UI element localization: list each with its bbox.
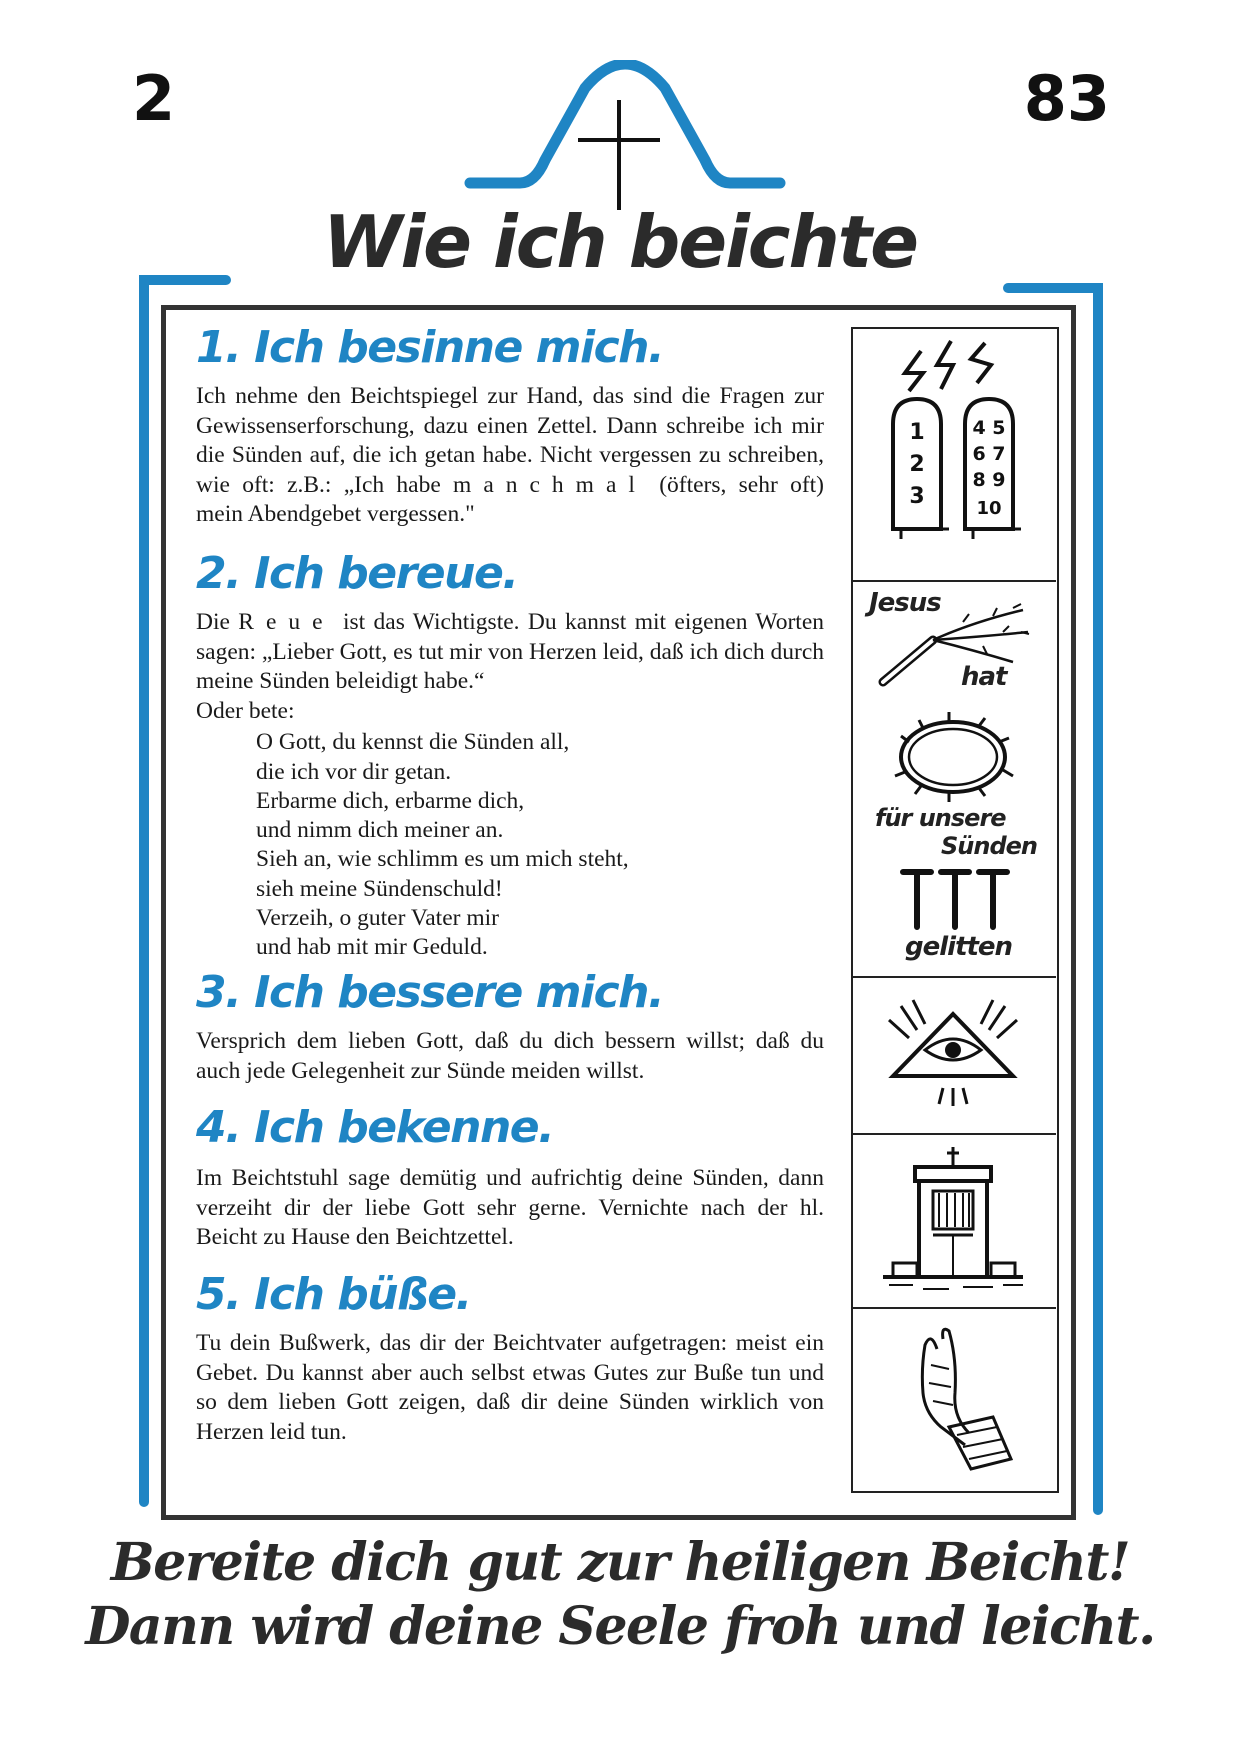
prayer-line: O Gott, du kennst die Sünden all, <box>256 729 570 756</box>
section-3 <box>196 966 824 1086</box>
section-text: Im Beichtstuhl sage demütig und aufrichtig deine Sünden, dann verzeiht dir der liebe Gott sehr gerne. Vernichte nach der hl. Beicht zu Hause den Beichtzettel. <box>196 1165 824 1251</box>
footer-line-2: Dann wird deine Seele froh und leicht. <box>85 1596 1155 1657</box>
section-text <box>196 608 824 697</box>
section-4 <box>196 1104 824 1253</box>
prayer-line: Sieh an, wie schlimm es um mich steht, <box>256 846 629 873</box>
prayer-line: Verzeih, o guter Vater mir <box>256 905 499 932</box>
panel-passion <box>853 582 1056 978</box>
prayer-line: sieh meine Sündenschuld! <box>256 875 503 902</box>
section-2 <box>196 547 824 963</box>
spaced-word: manchmal <box>453 471 647 498</box>
passion-word-hat: hat <box>961 662 1007 692</box>
section-1 <box>196 324 824 530</box>
eye-of-god-icon <box>853 978 1056 1132</box>
passion-symbols-icon <box>853 582 1056 975</box>
tablet-number: 10 <box>976 498 1002 519</box>
instructions <box>196 320 824 1447</box>
section-heading: 3. Ich bessere mich. <box>196 966 664 1018</box>
prayer-intro: Oder bete: <box>196 697 295 724</box>
prayer-line: die ich vor dir getan. <box>256 758 452 785</box>
text-part: ist das Wichtigste. Du kannst mit eigenen Worten sagen: „Lieber Gott, es tut mir von Herzen leid, daß ich dich durch meine Sünden beleidigt habe.“ <box>196 609 824 695</box>
footer-line-1: Bereite dich gut zur heiligen Beicht! <box>110 1532 1130 1593</box>
section-5 <box>196 1268 824 1447</box>
passion-word-jesus: Jesus <box>869 588 941 618</box>
tablet-number: 6 7 <box>972 443 1006 465</box>
prayer-line: und hab mit mir Geduld. <box>256 934 488 961</box>
page-number-right: 83 <box>1023 62 1110 135</box>
text-part: Die <box>196 609 239 636</box>
passion-word-fuer-unsere: für unsere <box>875 804 1006 832</box>
spaced-word: Reue <box>238 609 335 636</box>
tablet-number: 4 5 <box>972 417 1006 439</box>
passion-word-gelitten: gelitten <box>905 932 1013 962</box>
section-heading: 1. Ich besinne mich. <box>196 322 664 373</box>
prayer-line: Erbarme dich, erbarme dich, <box>256 787 525 814</box>
text-part: (öfters, sehr oft) mein Abendgebet vergessen." <box>196 471 824 528</box>
passion-word-suenden: Sünden <box>941 832 1037 860</box>
panel-confessional <box>853 1135 1056 1309</box>
section-text <box>196 382 824 530</box>
page-number-left: 2 <box>132 62 176 135</box>
tablet-number: 2 <box>909 452 925 477</box>
section-heading: 2. Ich bereue. <box>196 547 518 599</box>
tablet-number: 8 9 <box>972 469 1006 491</box>
arch-cross-icon <box>460 60 790 220</box>
text-part: Ich nehme den Beichtspiegel zur Hand, das sind die Fragen zur Gewissenserforschung, dazu einen Zettel. Dann schreibe ich mir die Sünden auf, die ich getan habe. Nicht vergessen zu schreiben, wie oft: z.B.: „Ich habe <box>196 383 824 498</box>
prayer <box>196 728 824 962</box>
commandment-tablets-icon <box>853 329 1056 579</box>
section-heading: 5. Ich büße. <box>196 1268 471 1320</box>
panel-praying-hands <box>853 1309 1056 1493</box>
confessional-icon <box>853 1135 1056 1306</box>
section-text: Tu dein Bußwerk, das dir der Beichtvater aufgetragen: meist ein Gebet. Du kannst aber auch selbst etwas Gutes zur Buße tun und so dem lieben Gott zeigen, daß dir deine Sünden wirklich von Herzen leid tun. <box>196 1330 824 1445</box>
tablet-number: 3 <box>909 484 925 509</box>
section-heading: 4. Ich bekenne. <box>196 1102 554 1154</box>
illustration-column <box>851 327 1059 1493</box>
praying-hands-icon <box>853 1309 1056 1489</box>
section-text: Versprich dem lieben Gott, daß du dich bessern willst; daß du auch jede Gelegenheit zur Sünde meiden willst. <box>196 1028 824 1084</box>
panel-commandments <box>853 329 1056 582</box>
tablet-number: 1 <box>909 420 925 445</box>
prayer-line: und nimm dich meiner an. <box>256 817 504 844</box>
panel-eye <box>853 978 1056 1135</box>
page-title: Wie ich beichte <box>323 200 917 284</box>
